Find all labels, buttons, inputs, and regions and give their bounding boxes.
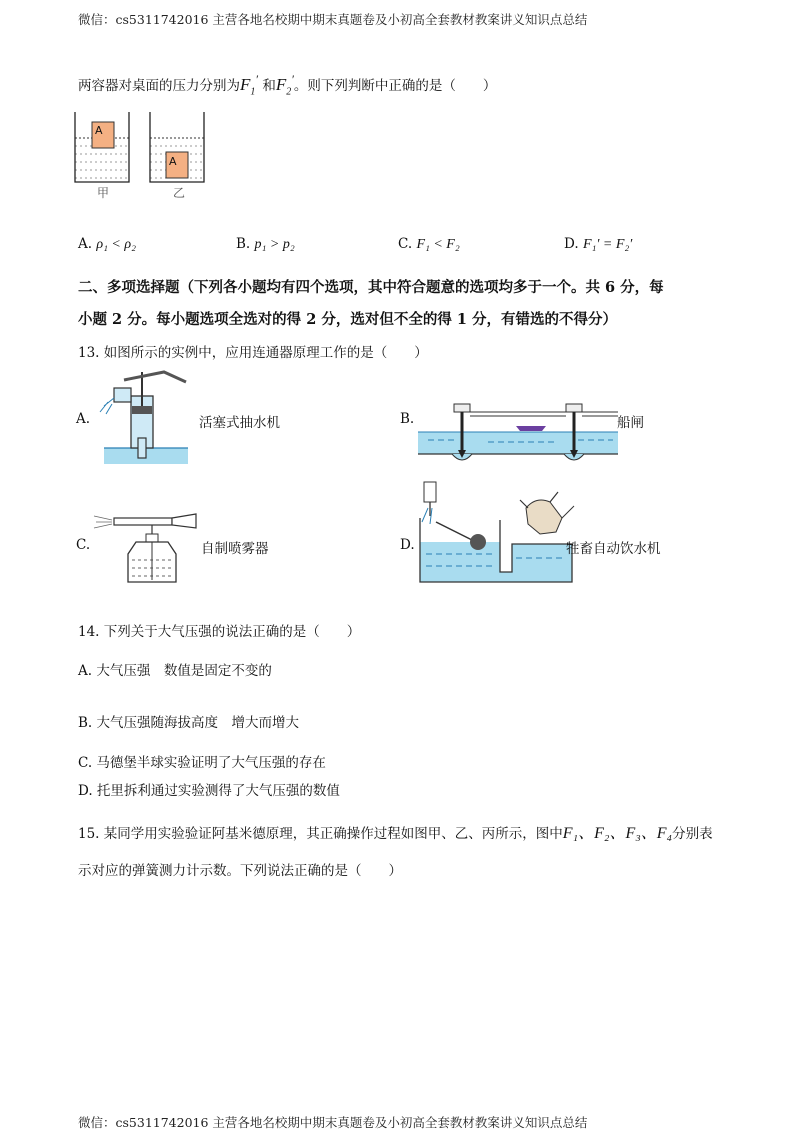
section2-heading-line1: 二、多项选择题（下列各小题均有四个选项，其中符合题意的选项均多于一个。共 6 分，每 xyxy=(78,279,664,296)
block-a-label-jia: A xyxy=(95,124,103,137)
q14-stem: 14. 下列关于大气压强的说法正确的是（ ） xyxy=(78,624,361,640)
piston-pump-illustration xyxy=(94,366,194,466)
q12-and: 和 xyxy=(262,78,276,94)
q13-option-b-caption: 船闸 xyxy=(617,415,644,431)
block-a-label-yi: A xyxy=(169,155,177,168)
q12-f2: F xyxy=(275,75,287,94)
q12-option-d[interactable]: D. F₁′ = F₂′ xyxy=(564,236,633,252)
q13-option-a-letter[interactable]: A. xyxy=(76,411,91,427)
q12-f2-sub: 2 xyxy=(286,86,292,98)
page-header: 微信：cs5311742016 主营各地名校期中期末真题卷及小初高全套教材教案讲义知识点总结 xyxy=(78,12,588,27)
q14-option-a[interactable]: A. 大气压强 数值是固定不变的 xyxy=(78,663,272,679)
q12-containers-figure xyxy=(70,108,210,198)
q13-option-d-letter[interactable]: D. xyxy=(400,537,415,553)
q13-option-c-caption: 自制喷雾器 xyxy=(201,541,269,557)
q15-line2: 示对应的弹簧测力计示数。下列说法正确的是（ ） xyxy=(78,863,402,879)
q14-option-c[interactable]: C. 马德堡半球实验证明了大气压强的存在 xyxy=(78,755,326,771)
figure-label-jia: 甲 xyxy=(97,186,110,200)
page-footer: 微信：cs5311742016 主营各地名校期中期末真题卷及小初高全套教材教案讲义知识点总结 xyxy=(78,1115,588,1130)
q12-option-a[interactable]: A. ρ₁ < ρ₂ xyxy=(78,236,136,252)
q12-f1-sub: 1 xyxy=(250,86,256,98)
container-yi xyxy=(150,112,204,182)
section2-heading-line2: 小题 2 分。每小题选项全选对的得 2 分，选对但不全的得 1 分，有错选的不得分） xyxy=(78,311,618,328)
q13-option-b-letter[interactable]: B. xyxy=(400,411,415,427)
q15-forces: F₁、F₂、F₃、F₄ xyxy=(562,825,673,842)
q12-f1: F xyxy=(240,75,251,94)
livestock-drinker-illustration xyxy=(416,478,576,588)
q13-option-a-caption: 活塞式抽水机 xyxy=(199,415,280,431)
container-jia xyxy=(75,112,129,182)
q13-stem: 13. 如图所示的实例中，应用连通器原理工作的是（ ） xyxy=(78,345,428,361)
figure-label-yi: 乙 xyxy=(173,186,186,200)
q12-stem-after: 。则下列判断中正确的是（ ） xyxy=(293,78,497,94)
q13-option-c-letter[interactable]: C. xyxy=(76,537,91,553)
q12-stem: 两容器对桌面的压力分别为$F_1'$ 和$F_2'$。则下列判断中正确的是（ ） xyxy=(78,72,497,98)
q14-option-b[interactable]: B. 大气压强随海拔高度 增大而增大 xyxy=(78,715,300,731)
q15-line1-text: 15. 某同学用实验验证阿基米德原理，其正确操作过程如图甲、乙、丙所示，图中 xyxy=(78,826,563,842)
q14-option-d[interactable]: D. 托里拆利通过实验测得了大气压强的数值 xyxy=(78,783,340,799)
q15-line1-end: 分别表 xyxy=(672,826,713,842)
q13-option-d-caption: 牲畜自动饮水机 xyxy=(566,541,661,557)
sprayer-illustration xyxy=(92,508,202,588)
ship-lock-illustration xyxy=(418,398,618,468)
q15-line1 xyxy=(78,820,713,843)
q12-stem-before: 两容器对桌面的压力分别为 xyxy=(78,78,240,94)
q12-option-c[interactable]: C. F₁ < F₂ xyxy=(398,236,460,252)
q12-option-b[interactable]: B. p₁ > p₂ xyxy=(236,236,295,252)
